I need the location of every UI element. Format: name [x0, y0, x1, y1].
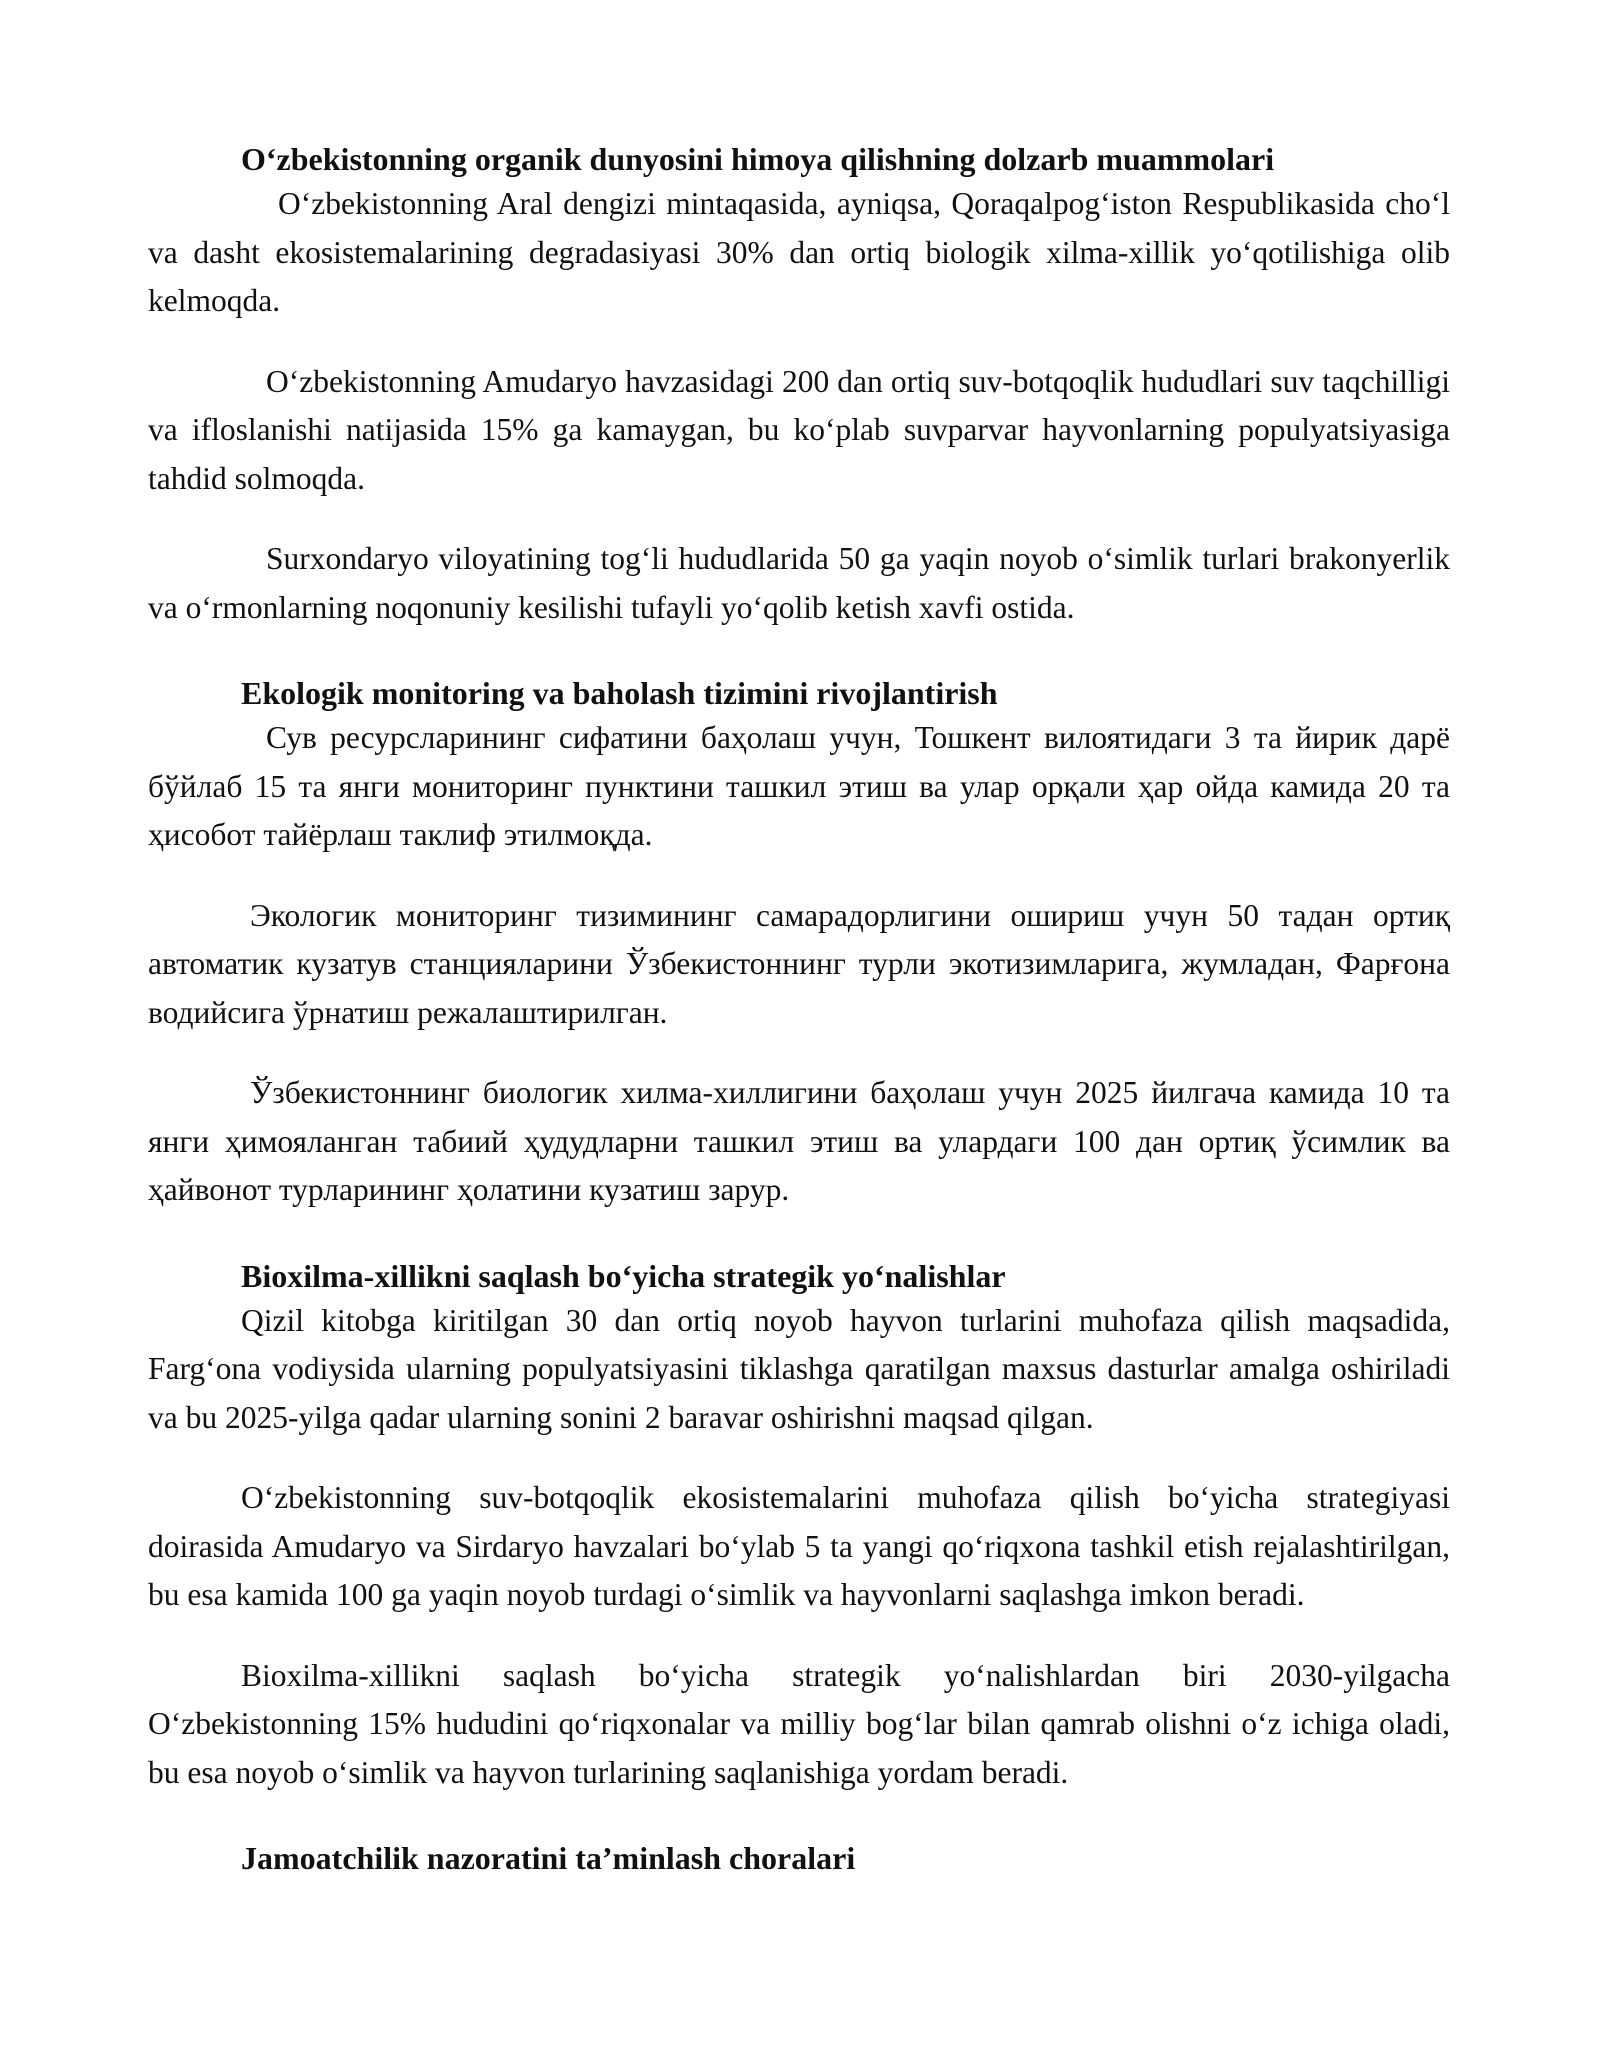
section-heading-ecological-monitoring: Ekologik monitoring va baholash tizimini rivojlantirish	[241, 675, 998, 711]
paragraph-surxondaryo-plants: Surxondaryo viloyatining togʻli hududlarida 50 ga yaqin noyob oʻsimlik turlari brakonyerlik va oʻrmonlarning noqonuniy kesilishi tufayli yoʻqolib ketish xavfi ostida.	[148, 541, 1450, 625]
paragraph-2030-coverage: Bioxilma-xillikni saqlash boʻyicha strategik yoʻnalishlardan biri 2030-yilgacha Oʻzbekistonning 15% hududini qoʻriqxonalar va milliy bogʻlar bilan qamrab olishni oʻz ichiga oladi, bu esa noyob oʻsimlik va hayvon turlarining saqlanishiga yordam beradi.	[148, 1657, 1450, 1790]
section-heading-biodiversity-strategy: Bioxilma-xillikni saqlash boʻyicha strategik yoʻnalishlar	[241, 1257, 1006, 1294]
section-heading-public-control: Jamoatchilik nazoratini taʼminlash choralari	[241, 1840, 856, 1876]
paragraph-aral-degradation: Oʻzbekistonning Aral dengizi mintaqasida, ayniqsa, Qoraqalpogʻiston Respublikasida choʻl va dasht ekosistemalarining degradasiyasi 30% dan ortiq biologik xilma-xillik yoʻqotilishiga olib kelmoqda.	[148, 186, 1450, 318]
section-heading-organic-world-problems: Oʻzbekistonning organik dunyosini himoya qilishning dolzarb muammolari	[241, 141, 1275, 177]
paragraph-wetland-reserves: Oʻzbekistonning suv-botqoqlik ekosistemalarini muhofaza qilish boʻyicha strategiyasi doirasida Amudaryo va Sirdaryo havzalari boʻylab 5 ta yangi qoʻriqxona tashkil etish rejalashtirilgan, bu esa kamida 100 ga yaqin noyob turdagi oʻsimlik va hayvonlarni saqlashga imkon beradi.	[148, 1480, 1450, 1612]
document-page	[148, 138, 1450, 1879]
paragraph-protected-areas: Ўзбекистоннинг биологик хилма-хиллигини баҳолаш учун 2025 йилгача камида 10 та янги ҳимояланган табиий ҳудудларни ташкил этиш ва улардаги 100 дан ортиқ ўсимлик ва ҳайвонот турларининг ҳолатини кузатиш зарур.	[148, 1075, 1450, 1207]
paragraph-automatic-stations: Экологик мониторинг тизимининг самарадорлигини ошириш учун 50 тадан ортиқ автоматик кузатув станцияларини Ўзбекистоннинг турли экотизимларига, жумладан, Фарғона водийсига ўрнатиш режалаштирилган.	[148, 897, 1450, 1030]
paragraph-red-book-species: Qizil kitobga kiritilgan 30 dan ortiq noyob hayvon turlarini muhofaza qilish maqsadida, Fargʻona vodiysida ularning populyatsiyasini tiklashga qaratilgan maxsus dasturlar amalga oshiriladi va bu 2025-yilga qadar ularning sonini 2 baravar oshirishni maqsad qilgan.	[148, 1302, 1450, 1435]
paragraph-water-monitoring: Сув ресурсларининг сифатини баҳолаш учун, Тошкент вилоятидаги 3 та йирик дарё бўйлаб 15 та янги мониторинг пунктини ташкил этиш ва улар орқали ҳар ойда камида 20 та ҳисобот тайёрлаш таклиф этилмоқда.	[148, 720, 1450, 852]
paragraph-amudaryo-wetlands: Oʻzbekistonning Amudaryo havzasidagi 200 dan ortiq suv-botqoqlik hududlari suv taqchilligi va ifloslanishi natijasida 15% ga kamaygan, bu koʻplab suvparvar hayvonlarning populyatsiyasiga tahdid solmoqda.	[148, 363, 1450, 496]
